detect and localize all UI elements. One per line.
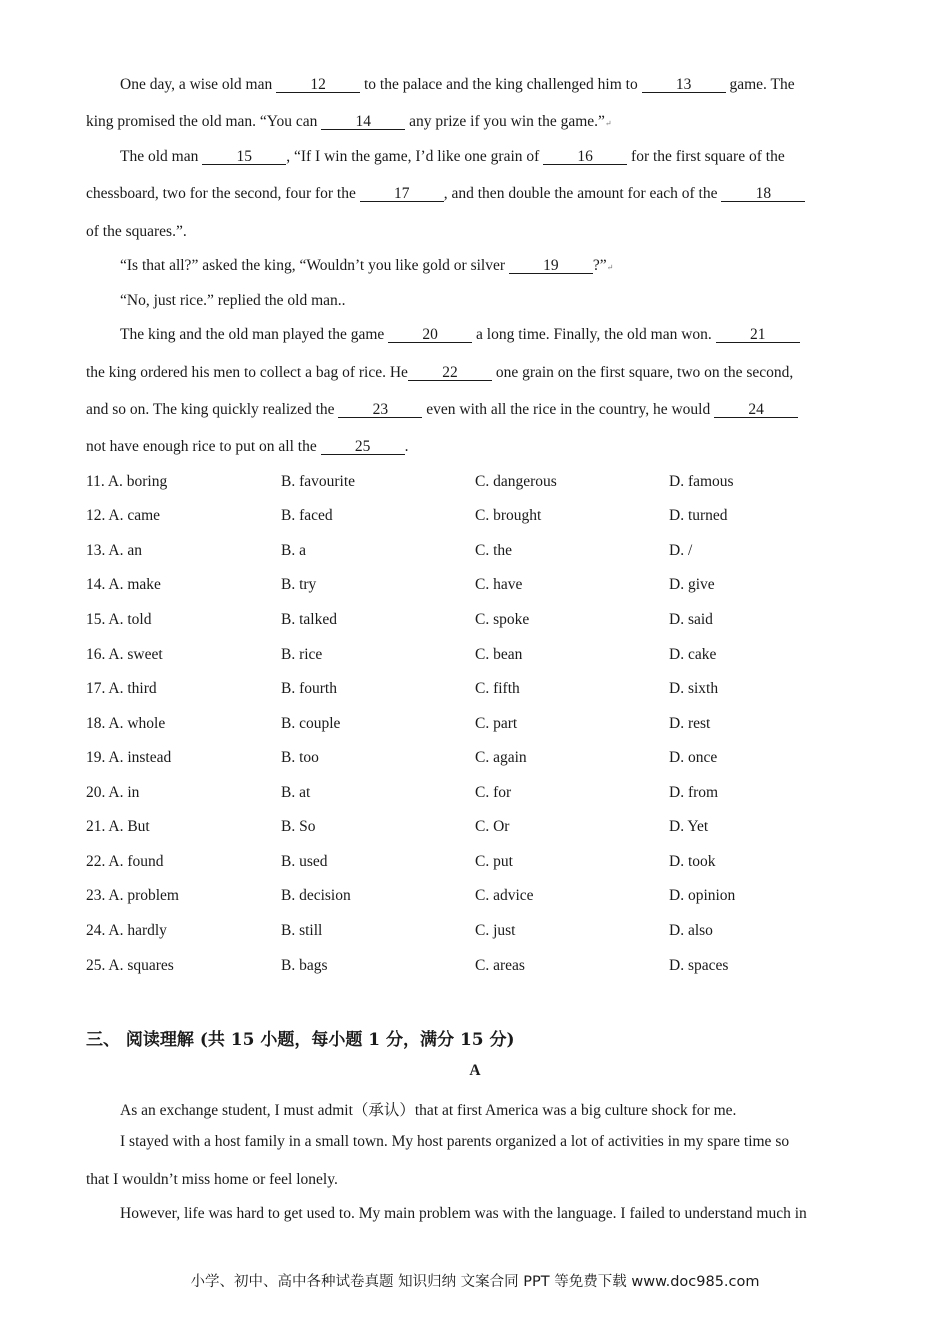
passage-text: and so on. The king quickly realized the [86, 401, 339, 418]
option-a[interactable]: 19. A. instead [86, 749, 172, 766]
option-d[interactable]: D. from [669, 784, 719, 801]
option-c[interactable]: C. fifth [475, 680, 520, 697]
blank-25: 25 [321, 439, 405, 455]
option-d[interactable]: D. Yet [669, 818, 709, 835]
option-a[interactable]: 13. A. an [86, 542, 142, 559]
passage-text: “No, just rice.” replied the old man.. [120, 292, 346, 309]
option-d[interactable]: D. give [669, 576, 715, 593]
passage-text: for the first square of the [627, 148, 785, 165]
passage-text: king promised the old man. “You can [86, 113, 322, 130]
blank-16: 16 [543, 149, 627, 165]
option-d[interactable]: D. turned [669, 507, 728, 524]
reading-line: I stayed with a host family in a small town. My host parents organized a lot of activities in my spare time so [120, 1133, 790, 1150]
reading-line: As an exchange student, I must admit（承认）that at first America was a big culture shock for me. [120, 1102, 737, 1119]
option-a[interactable]: 11. A. boring [86, 473, 168, 490]
option-d[interactable]: D. spaces [669, 957, 729, 974]
blank-15: 15 [202, 149, 286, 165]
option-d[interactable]: D. sixth [669, 680, 719, 697]
option-d[interactable]: D. said [669, 611, 713, 628]
passage-line [86, 401, 864, 419]
page-footer: 小学、初中、高中各种试卷真题 知识归纳 文案合同 PPT 等免费下载 www.doc985.com [190, 1274, 760, 1290]
blank-21: 21 [716, 327, 800, 343]
option-a[interactable]: 25. A. squares [86, 957, 174, 974]
option-d[interactable]: D. also [669, 922, 713, 939]
passage-text: game. The [725, 76, 795, 93]
option-c[interactable]: C. again [475, 749, 527, 766]
passage-line [120, 148, 864, 166]
passage-text: not have enough rice to put on all the [86, 438, 321, 455]
option-b[interactable]: B. at [281, 784, 311, 801]
option-a[interactable]: 24. A. hardly [86, 922, 167, 939]
passage-text: chessboard, two for the second, four for the [86, 185, 360, 202]
passage-line [86, 438, 864, 456]
reading-line: that I wouldn’t miss home or feel lonely. [86, 1171, 338, 1188]
passage-line [120, 76, 864, 94]
passage-line [120, 326, 864, 344]
passage-text: one grain on the first square, two on the second, [491, 364, 794, 381]
option-b[interactable]: B. still [281, 922, 323, 939]
blank-23: 23 [338, 402, 422, 418]
passage-line: “Is that all?” asked the king, “Wouldn’t you like gold or silver 19 ?”↵ [120, 257, 614, 274]
option-c[interactable]: C. part [475, 715, 518, 732]
option-c[interactable]: C. just [475, 922, 516, 939]
option-d[interactable]: D. rest [669, 715, 711, 732]
option-b[interactable]: B. rice [281, 646, 323, 663]
blank-18: 18 [721, 186, 805, 202]
part-label: A [469, 1062, 481, 1079]
option-c[interactable]: C. areas [475, 957, 525, 974]
section-title: 三、 阅读理解 (共 15 小题，每小题 1 分，满分 15 分) [86, 1030, 515, 1050]
option-c[interactable]: C. the [475, 542, 513, 559]
passage-line [120, 292, 864, 310]
blank-24: 24 [714, 402, 798, 418]
blank-12: 12 [276, 77, 360, 93]
option-c[interactable]: C. spoke [475, 611, 530, 628]
option-c[interactable]: C. brought [475, 507, 542, 524]
blank-19: 19 [509, 258, 593, 274]
passage-text: to the palace and the king challenged him to [360, 76, 642, 93]
passage-text: a long time. Finally, the old man won. [472, 326, 716, 343]
passage-text: ?” [592, 257, 607, 274]
option-a[interactable]: 23. A. problem [86, 887, 179, 904]
passage-text: even with all the rice in the country, he would [422, 401, 715, 418]
option-c[interactable]: C. advice [475, 887, 534, 904]
option-b[interactable]: B. decision [281, 887, 351, 904]
option-c[interactable]: C. bean [475, 646, 523, 663]
passage-text: The king and the old man played the game [120, 326, 389, 343]
blank-20: 20 [388, 327, 472, 343]
option-a[interactable]: 18. A. whole [86, 715, 166, 732]
option-b[interactable]: B. talked [281, 611, 337, 628]
passage-text: One day, a wise old man [120, 76, 277, 93]
option-a[interactable]: 15. A. told [86, 611, 152, 628]
option-b[interactable]: B. couple [281, 715, 341, 732]
passage-text: , “If I win the game, I’d like one grain of [286, 148, 544, 165]
option-c[interactable]: C. Or [475, 818, 510, 835]
option-a[interactable]: 22. A. found [86, 853, 164, 870]
option-c[interactable]: C. dangerous [475, 473, 557, 490]
blank-22: 22 [408, 365, 492, 381]
option-b[interactable]: B. fourth [281, 680, 337, 697]
blank-17: 17 [360, 186, 444, 202]
option-b[interactable]: B. used [281, 853, 328, 870]
option-a[interactable]: 16. A. sweet [86, 646, 163, 663]
option-d[interactable]: D. once [669, 749, 718, 766]
option-c[interactable]: C. put [475, 853, 513, 870]
option-b[interactable]: B. a [281, 542, 306, 559]
passage-text: The old man [120, 148, 203, 165]
option-a[interactable]: 14. A. make [86, 576, 161, 593]
option-b[interactable]: B. bags [281, 957, 328, 974]
passage-text: of the squares.”. [86, 223, 187, 240]
passage-text: , and then double the amount for each of the [443, 185, 722, 202]
passage-text: the king ordered his men to collect a bag of rice. He [86, 364, 408, 381]
reading-line: However, life was hard to get used to. My main problem was with the language. I failed to understand much in [120, 1205, 807, 1222]
option-b[interactable]: B. try [281, 576, 317, 593]
option-b[interactable]: B. too [281, 749, 319, 766]
option-b[interactable]: B. So [281, 818, 316, 835]
option-c[interactable]: C. for [475, 784, 512, 801]
option-d[interactable]: D. cake [669, 646, 717, 663]
option-d[interactable]: D. famous [669, 473, 734, 490]
passage-text: “Is that all?” asked the king, “Wouldn’t you like gold or silver [120, 257, 509, 274]
option-a[interactable]: 21. A. But [86, 818, 150, 835]
option-d[interactable]: D. / [669, 542, 693, 559]
option-c[interactable]: C. have [475, 576, 523, 593]
option-a[interactable]: 20. A. in [86, 784, 140, 801]
passage-line [86, 185, 864, 203]
passage-text: . [404, 438, 409, 455]
passage-line [86, 364, 864, 382]
passage-line: king promised the old man. “You can 14 any prize if you win the game.”↵ [86, 113, 612, 130]
blank-13: 13 [642, 77, 726, 93]
passage-text: any prize if you win the game.” [405, 113, 605, 130]
option-a[interactable]: 12. A. came [86, 507, 161, 524]
option-d[interactable]: D. took [669, 853, 716, 870]
option-b[interactable]: B. faced [281, 507, 333, 524]
option-a[interactable]: 17. A. third [86, 680, 157, 697]
option-b[interactable]: B. favourite [281, 473, 356, 490]
passage-line [86, 223, 864, 241]
option-d[interactable]: D. opinion [669, 887, 736, 904]
blank-14: 14 [321, 114, 405, 130]
